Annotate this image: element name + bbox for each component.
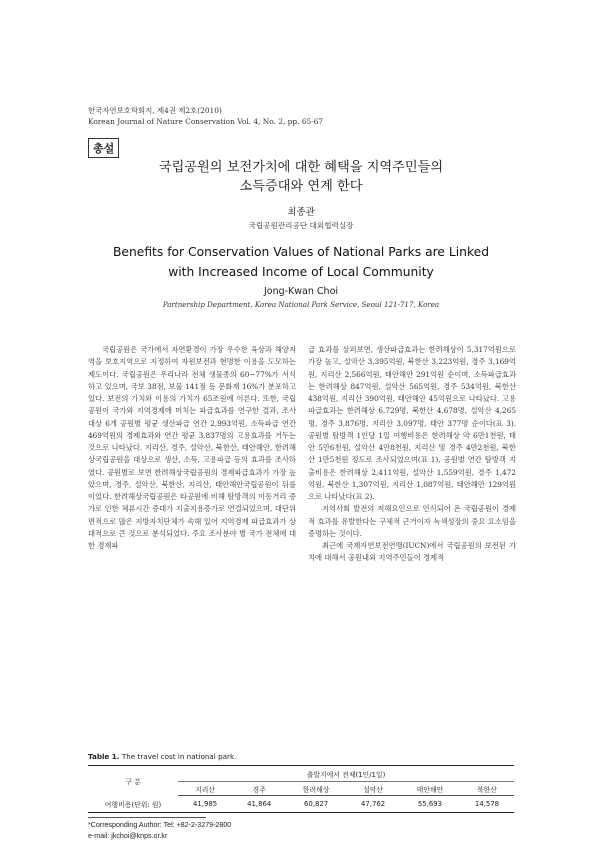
table-group-header: 출발지에서 전체(1인/1일)	[178, 766, 514, 782]
english-title	[88, 242, 514, 282]
korean-title	[88, 158, 514, 196]
body-paragraph: 국립공원은 국가에서 자연환경이 가장 우수한 육상과 해양지역을 보호지역으로 지정하여 자원보전과 현명한 이용을 도모하는 제도이다. 국립공원은 우리나라 전체 생물종의 60~77%가 서식하고 있으며, 국보 38점, 보물 141점 등 문화재 16%가 분포하고 있다. 보전의 가치와 이용의 가치가 65조원에 이른다. 또한, 국립공원이 국가와 지역경제에 미치는 파급효과를 연구한 결과, 조사대상 6개 공원별 평균 생산파급 연간 2,993억원, 소득파급 연간 469억원의 경제효과와 연간 평균 3,837명의 고용효과를 거두는 것으로 나타났다. 지리산, 경주, 설악산, 북한산, 태안해안, 한려해상국립공원을 대상으로 생산, 소득, 고용파급 등의 효과를 조사하였다. 공원별로 보면 한려해상국립공원의 경제파급효과가 가장 높았으며, 경주, 설악산, 북한산, 지리산, 태안해안국립공원이 뒤를 이었다. 한려해상국립공원은 타공원에 비해 탐방객의 이동거리 증가로 인한 체류시간 증대가 지출지용증가로 연결되었으며, 대단위 면적으로 많은 지방자치단체가 속해 있어 지역경제 파급효과가 상대적으로 큰 것으로 분석되었다. 주요 조사분야 별 국가 전체에 대한 경제파	[88, 345, 296, 550]
body-paragraph: 지역사회 발전의 저해요인으로 인식되어 온 국립공원이 경제적 효과를 유발한다는 구체적 근거이자 녹색성장의 중요 요소임을 증명하는 것이다.	[308, 504, 516, 538]
table-column-header: 경주	[232, 782, 286, 796]
table-cell: 60,827	[286, 796, 346, 813]
table-column-header: 북한산	[460, 782, 514, 796]
body-paragraph: 급 효과를 살펴보면, 생산파급효과는 한려해상이 5,317억원으로 가장 높고, 설악산 3,395억원, 북한산 3,223억원, 경주 3,169억원, 지리산 2,566억원, 태안해안 291억원 순이며, 소득파급효과는 한려해상 847억원, 설악산 565억원, 경주 534억원, 북한산 438억원, 지리산 390억원, 태안해안 45억원으로 나타났다. 고용파급효과는 한려해상 6,729명, 북한산 4,678명, 설악산 4,265명, 경주 3,876명, 지리산 3,097명, 태안 377명 순이다(표 3). 공원별 탐방객 1인당 1일 여행비용은 한려해상 약 6만1천원, 태안 5만6천원, 설악산 4만8천원, 지리산 및 경주 4만2천원, 북한산 1만5천원 정도로 조사되었으며(표 1), 공원별 연간 탐방객 지출비용은 한려해상 2,411억원, 설악산 1,559억원, 경주 1,472억원, 북한산 1,307억원, 지리산 1,087억원, 태안해안 129억원으로 나타났다(표 2).	[308, 345, 516, 501]
affiliation-ko: 국립공원관리공단 대외협력실장	[248, 221, 354, 230]
table-cell: 14,578	[460, 796, 514, 813]
table-row-header: 구 분	[88, 766, 178, 796]
table-caption-text: The travel cost in national park.	[121, 752, 237, 761]
table-column-header: 지리산	[178, 782, 232, 796]
affiliation-en: Partnership Department, Korea National Park Service, Seoul 121-717, Korea	[162, 300, 440, 309]
table-column-header: 한려해상	[286, 782, 346, 796]
table-caption	[88, 752, 236, 761]
table-column-header: 태안해안	[400, 782, 460, 796]
table-cell: 41,864	[232, 796, 286, 813]
table-column-header: 설악산	[346, 782, 400, 796]
section-tag: 총설	[88, 138, 119, 158]
body-column-right	[308, 344, 516, 565]
table-cell: 47,762	[346, 796, 400, 813]
footnote	[88, 820, 231, 841]
korean-title-line2: 소득증대와 연계 한다	[239, 179, 363, 194]
table-row-label: 여행비용(단위: 원)	[88, 796, 178, 813]
table-cell: 41,985	[178, 796, 232, 813]
body-paragraph: 최근에 국제자연보전연맹(IUCN)에서 국립공원의 보전된 가치에 대해서 공원내외 지역주민들이 경제적	[308, 541, 516, 563]
travel-cost-table	[88, 765, 514, 813]
author-name-ko: 최종관	[287, 207, 315, 218]
english-title-line1: Benefits for Conservation Values of National Parks are Linked	[112, 245, 490, 259]
footnote-divider	[88, 817, 206, 818]
journal-header	[88, 105, 323, 127]
journal-name-ko: 한국자연보호학회지, 제4권 제2호(2010)	[88, 106, 222, 115]
english-title-line2: with Increased Income of Local Community	[168, 265, 434, 279]
footnote-email: e-mail: jkchoi@knps.or.kr	[88, 831, 168, 840]
body-column-left	[88, 344, 296, 552]
footnote-contact: *Corresponding Author: Tel: +82-2-3279-2800	[88, 821, 232, 829]
journal-name-en: Korean Journal of Nature Conservation Vol. 4, No. 2, pp. 65-67	[88, 117, 324, 126]
table-cell: 55,693	[400, 796, 460, 813]
table-row	[88, 796, 514, 813]
korean-title-line1: 국립공원의 보전가치에 대한 혜택을 지역주민들의	[158, 160, 444, 175]
author-name-en: Jong-Kwan Choi	[263, 286, 339, 297]
table-label: Table 1.	[88, 752, 120, 761]
